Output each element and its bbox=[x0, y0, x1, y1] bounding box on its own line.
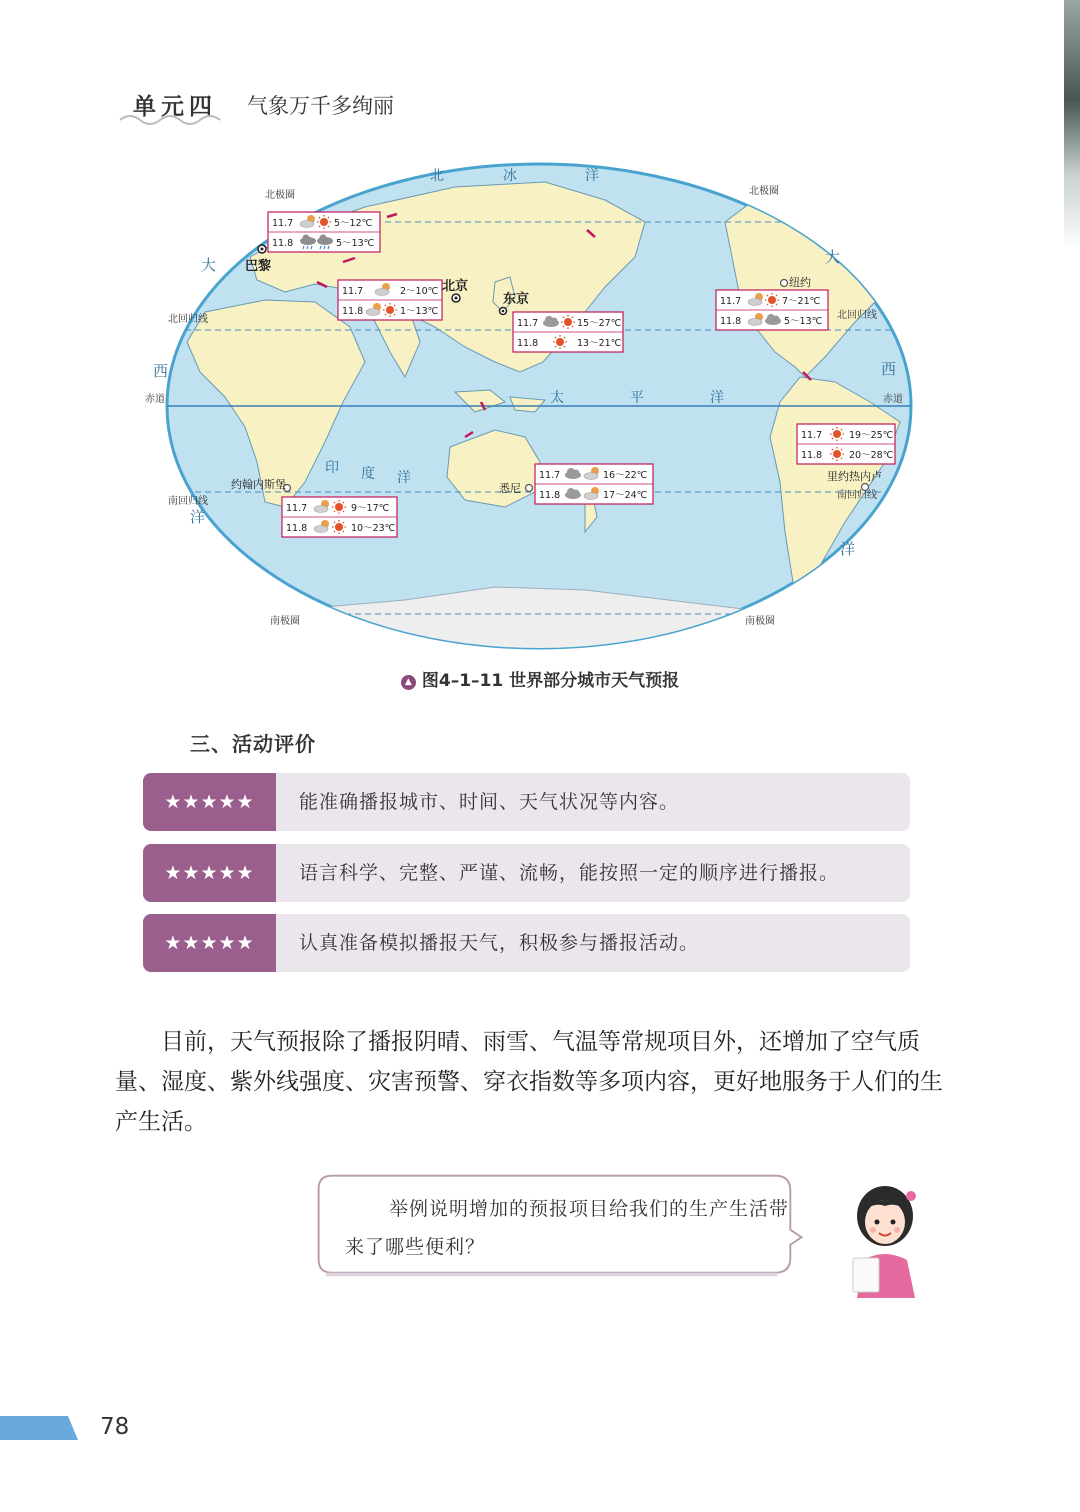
label-arctic-right: 北极圈 bbox=[749, 186, 779, 197]
svg-text:11.7: 11.7 bbox=[286, 503, 308, 514]
unit-title: 气象万千多绚丽 bbox=[247, 94, 394, 118]
section-title: 三、活动评价 bbox=[190, 732, 316, 756]
star-rating: ★★★★★ bbox=[143, 773, 276, 831]
ocean-label-north-1: 北 bbox=[430, 168, 444, 184]
ocean-label-north-2: 冰 bbox=[503, 168, 517, 184]
svg-text:15～27℃: 15～27℃ bbox=[577, 318, 622, 329]
svg-text:1～13℃: 1～13℃ bbox=[400, 306, 439, 317]
ocean-label-indian-2: 度 bbox=[361, 466, 375, 482]
evaluation-row bbox=[143, 844, 910, 902]
star-rating: ★★★★★ bbox=[143, 844, 276, 902]
svg-text:16～22℃: 16～22℃ bbox=[603, 470, 648, 481]
svg-text:2～10℃: 2～10℃ bbox=[400, 286, 439, 297]
world-weather-map bbox=[145, 162, 913, 650]
svg-text:11.8: 11.8 bbox=[720, 316, 742, 327]
figure-caption bbox=[0, 666, 1080, 691]
svg-text:11.7: 11.7 bbox=[342, 286, 364, 297]
city-tokyo: 东京 bbox=[503, 292, 530, 307]
evaluation-text: 语言科学、完整、严谨、流畅，能按照一定的顺序进行播报。 bbox=[299, 862, 840, 884]
svg-text:11.8: 11.8 bbox=[539, 490, 561, 501]
svg-text:11.8: 11.8 bbox=[801, 450, 823, 461]
forecast-paris bbox=[268, 212, 380, 252]
city-johannesburg: 约翰内斯堡 bbox=[231, 478, 286, 491]
ocean-label-pacific-2: 平 bbox=[630, 390, 644, 406]
svg-text:5～13℃: 5～13℃ bbox=[336, 238, 375, 249]
svg-text:5～12℃: 5～12℃ bbox=[334, 218, 373, 229]
sydney-marker bbox=[526, 485, 533, 492]
svg-text:11.8: 11.8 bbox=[342, 306, 364, 317]
svg-text:19～25℃: 19～25℃ bbox=[849, 430, 894, 441]
label-tropic-capricorn-left: 南回归线 bbox=[168, 496, 208, 507]
ocean-label-atlantic-left-1: 大 bbox=[201, 256, 217, 274]
evaluation-row bbox=[143, 773, 910, 831]
evaluation-text: 能准确播报城市、时间、天气状况等内容。 bbox=[299, 791, 680, 813]
city-paris: 巴黎 bbox=[245, 259, 272, 274]
svg-text:11.8: 11.8 bbox=[286, 523, 308, 534]
svg-text:10～23℃: 10～23℃ bbox=[351, 523, 396, 534]
city-new-york: 纽约 bbox=[789, 276, 811, 289]
city-sydney: 悉尼 bbox=[499, 482, 521, 495]
forecast-sydney bbox=[535, 464, 653, 504]
label-antarctic-left: 南极圈 bbox=[270, 616, 300, 627]
evaluation-text: 认真准备模拟播报天气，积极参与播报活动。 bbox=[299, 932, 700, 954]
page-edge-photo bbox=[1064, 0, 1080, 250]
svg-text:7～21℃: 7～21℃ bbox=[782, 296, 821, 307]
forecast-rio bbox=[797, 424, 895, 464]
svg-text:11.8: 11.8 bbox=[517, 338, 539, 349]
rio-marker bbox=[862, 484, 869, 491]
svg-text:11.7: 11.7 bbox=[517, 318, 539, 329]
evaluation-row bbox=[143, 914, 910, 972]
svg-text:9～17℃: 9～17℃ bbox=[351, 503, 390, 514]
page-number: 78 bbox=[100, 1414, 130, 1440]
svg-text:11.7: 11.7 bbox=[272, 218, 294, 229]
forecast-johannesburg bbox=[282, 497, 397, 537]
ocean-label-atlantic-south: 洋 bbox=[190, 508, 206, 526]
caption-triangle-icon: ▲ bbox=[401, 675, 416, 690]
ocean-label-indian-3: 洋 bbox=[397, 470, 411, 486]
ocean-label-pacific-east: 洋 bbox=[840, 540, 856, 558]
svg-text:11.7: 11.7 bbox=[720, 296, 742, 307]
header-wave-decoration bbox=[118, 112, 228, 126]
ocean-label-pacific-3: 洋 bbox=[710, 390, 724, 406]
footer-bar bbox=[0, 1416, 80, 1440]
forecast-tokyo bbox=[513, 312, 623, 352]
ocean-label-atlantic-left-2: 西 bbox=[153, 362, 169, 380]
svg-text:13～21℃: 13～21℃ bbox=[577, 338, 622, 349]
forecast-moscow bbox=[338, 280, 442, 320]
ocean-label-indian-1: 印 bbox=[325, 460, 339, 476]
svg-text:11.7: 11.7 bbox=[539, 470, 561, 481]
svg-text:11.8: 11.8 bbox=[272, 238, 294, 249]
label-tropic-cancer-right: 北回归线 bbox=[837, 310, 877, 321]
label-tropic-cancer-left: 北回归线 bbox=[168, 314, 208, 325]
label-equator-right: 赤道 bbox=[883, 394, 903, 405]
world-map-svg bbox=[145, 162, 913, 650]
star-rating: ★★★★★ bbox=[143, 914, 276, 972]
ocean-label-atlantic-right-1: 大 bbox=[825, 248, 841, 266]
label-tropic-capricorn-right: 南回归线 bbox=[837, 490, 877, 501]
label-antarctic-right: 南极圈 bbox=[745, 616, 775, 627]
caption-text: 图4–1–11 世界部分城市天气预报 bbox=[421, 671, 680, 691]
label-equator-left: 赤道 bbox=[145, 394, 165, 405]
svg-text:11.7: 11.7 bbox=[801, 430, 823, 441]
bubble-question: 举例说明增加的预报项目给我们的生产生活带来了哪些便利？ bbox=[345, 1198, 790, 1258]
svg-text:5～13℃: 5～13℃ bbox=[784, 316, 823, 327]
city-beijing: 北京 bbox=[442, 279, 469, 294]
svg-text:17～24℃: 17～24℃ bbox=[603, 490, 648, 501]
ocean-label-north-3: 洋 bbox=[585, 168, 599, 184]
paragraph-text: 目前，天气预报除了播报阴晴、雨雪、气温等常规项目外，还增加了空气质量、湿度、紫外线强度、灾害预警、穿衣指数等多项内容，更好地服务于人们的生产生活。 bbox=[115, 1029, 943, 1135]
teacher-illustration bbox=[835, 1180, 935, 1300]
unit-label: 单元四 bbox=[133, 94, 217, 120]
city-rio: 里约热内卢 bbox=[827, 470, 882, 483]
forecast-new-york bbox=[716, 290, 828, 330]
svg-text:20～28℃: 20～28℃ bbox=[849, 450, 894, 461]
new-york-marker bbox=[781, 280, 788, 287]
label-arctic-left: 北极圈 bbox=[265, 190, 295, 201]
body-paragraph bbox=[115, 1022, 945, 1142]
ocean-label-pacific-1: 太 bbox=[550, 390, 564, 406]
ocean-label-atlantic-right-2: 西 bbox=[881, 360, 897, 378]
